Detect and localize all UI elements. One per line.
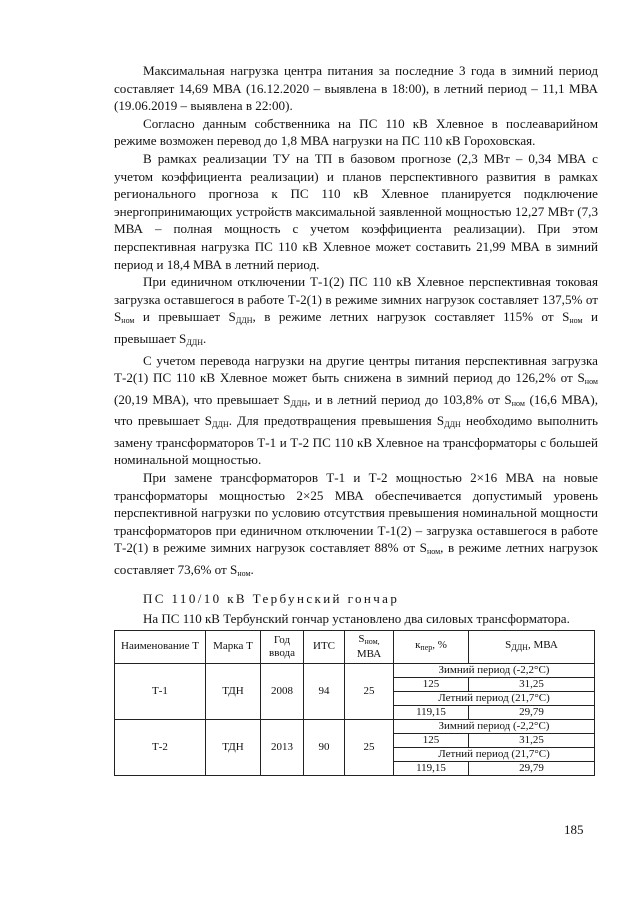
cell-name: Т-1 [115,663,206,719]
section-heading: ПС 110/10 кВ Тербунский гончар [143,590,400,606]
header-name: Наименование Т [115,630,206,663]
page-number: 185 [564,822,584,837]
paragraph-text: При единичном отключении Т-1(2) ПС 110 кВ Хлевное перспективная токовая загрузка оставшегося в работе Т-2(1) в режиме зимних нагрузок составляет 137,5% от S [114,274,598,325]
subscript: ДДН [186,337,204,347]
paragraph-replacement [114,469,598,583]
paragraph-text: , в режиме летних нагрузок составляет 115% от S [252,309,570,325]
paragraph-text: С учетом перевода нагрузки на другие центры питания перспективная загрузка Т-2(1) ПС 110 кВ Хлевное может быть снижена в зимний период до 126,2% от S [114,352,598,386]
cell-summer-s: 29,79 [469,761,595,775]
intro-line: На ПС 110 кВ Тербунский гончар установлено два силовых трансформатора. [143,610,570,626]
header-its: ИТС [304,630,345,663]
cell-winter-s: 31,25 [469,677,595,691]
paragraph-text: (20,19 МВА), что превышает S [114,391,291,407]
cell-winter-k: 125 [394,733,469,747]
cell-mark: ТДН [206,719,261,775]
paragraph-load-transfer [114,352,598,470]
header-mark: Марка Т [206,630,261,663]
transformer-table [114,630,595,776]
cell-winter-label: Зимний период (-2,2°С) [394,719,595,733]
paragraph-transfer [114,115,598,150]
cell-name: Т-2 [115,719,206,775]
subscript: ДДН [212,420,229,430]
subscript: ном [569,316,583,326]
document-page [114,62,598,776]
paragraph-text: необходимо выполнить замену трансформаторов Т-1 и Т-2 ПС 110 кВ Хлевное на трансформаторы с большей номинальной мощностью. [114,413,598,468]
paragraph-text: и превышает S [134,309,236,325]
paragraph-text: . Для предотвращения превышения S [228,413,445,429]
cell-summer-label: Летний период (21,7°С) [394,691,595,705]
paragraph-text: , в режиме летних нагрузок составляет 73,6% от S [114,540,598,578]
table-row [115,663,595,677]
paragraph-forecast [114,150,598,273]
paragraph-text: Согласно данным собственника на ПС 110 кВ Хлевное в послеаварийном режиме возможен перевод до 1,8 МВА нагрузки на ПС 110 кВ Гороховская. [114,115,598,149]
cell-mark: ТДН [206,663,261,719]
subscript: ДДН [235,316,253,326]
cell-winter-s: 31,25 [469,733,595,747]
cell-winter-label: Зимний период (-2,2°С) [394,663,595,677]
header-snom: $S_{ном,}$ МВА [345,630,394,663]
paragraph-max-load [114,62,598,115]
cell-summer-k: 119,15 [394,705,469,719]
cell-snom: 25 [345,719,394,775]
header-sddn: $S_{ДДН}$, МВА [469,630,595,663]
table-header-row [115,630,595,663]
paragraph-text: В рамках реализации ТУ на ТП в базовом прогнозе (2,3 МВт – 0,34 МВА с учетом коэффициента реализации) и планов перспективного развития в рамках регионального прогноза к ПС 110 кВ Хлевное планируется подключение энергопринимающих устройств максимальной заявленной мощностью 12,27 МВт (7,3 МВА – полная мощность с учетом коэффициента реализации). При этом перспективная нагрузка ПС 110 кВ Хлевное может составить 21,99 МВА в зимний период и 18,4 МВА в летний период. [114,150,598,272]
cell-its: 94 [304,663,345,719]
header-kper: $к_{пер}$, % [394,630,469,663]
table-row [115,719,595,733]
paragraph-single-outage [114,273,598,351]
paragraph-text: . [250,562,254,578]
cell-summer-k: 119,15 [394,761,469,775]
paragraph-text: и превышает S [114,309,599,346]
cell-summer-s: 29,79 [469,705,595,719]
cell-summer-label: Летний период (21,7°С) [394,747,595,761]
paragraph-text: , и в летний период до 103,8% от S [307,391,512,407]
cell-winter-k: 125 [394,677,469,691]
cell-year: 2013 [261,719,304,775]
cell-snom: 25 [345,663,394,719]
subscript: ДДН [444,420,461,430]
subscript: ном [121,316,135,326]
cell-its: 90 [304,719,345,775]
paragraph-text: . [203,330,207,346]
subscript: ном [237,569,251,579]
subscript: ном [511,398,525,408]
paragraph-text: (16,6 МВА), что превышает S [114,391,598,429]
subscript: ном [426,547,441,557]
cell-year: 2008 [261,663,304,719]
paragraph-text: При замене трансформаторов Т-1 и Т-2 мощностью 2×16 МВА на новые трансформаторы мощностью 2×25 МВА обеспечивается допустимый уровень перспективной нагрузки по условию отсутствия превышения номинальной мощности трансформаторов при единичном отключении Т-1(2) – загрузка оставшегося в работе Т-2(1) в режиме зимних нагрузок составляет 88% от S [114,470,598,556]
subscript: ДДН [290,398,308,408]
paragraph-text: Максимальная нагрузка центра питания за последние 3 года в зимний период составляет 14,69 МВА (16.12.2020 – выявлена в 18:00), в летний период – 11,1 МВА (19.06.2019 – выявлена в 22:00). [114,63,598,114]
header-year: Год ввода [261,630,304,663]
subscript: ном [584,377,598,387]
